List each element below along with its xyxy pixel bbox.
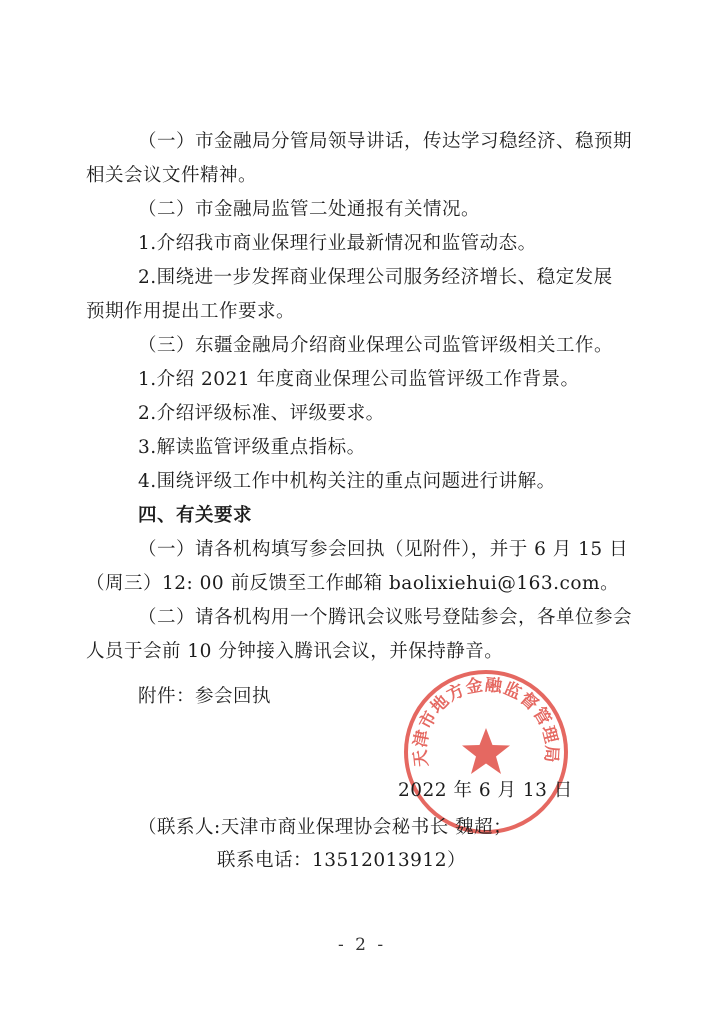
contact-phone: 联系电话：13512013912）: [217, 850, 466, 871]
paragraph-line: 预期作用提出工作要求。: [86, 301, 296, 322]
official-seal-icon: [402, 668, 570, 836]
paragraph-line: （二）市金融局监管二处通报有关情况。: [138, 199, 481, 220]
paragraph-line: 3.解读监管评级重点指标。: [138, 437, 366, 458]
paragraph-line: 人员于会前 10 分钟接入腾讯会议，并保持静音。: [86, 641, 504, 662]
paragraph-line: （一）市金融局分管局领导讲话，传达学习稳经济、稳预期: [138, 131, 633, 152]
attachment-note: 附件：参会回执: [138, 686, 272, 707]
paragraph-line: 1.介绍 2021 年度商业保理公司监管评级工作背景。: [138, 369, 580, 390]
page-number: - 2 -: [338, 935, 387, 955]
paragraph-line: （周三）12: 00 前反馈至工作邮箱 baolixiehui@163.com。: [86, 573, 620, 594]
paragraph-line: 1.介绍我市商业保理行业最新情况和监管动态。: [138, 233, 537, 254]
paragraph-line: （二）请各机构用一个腾讯会议账号登陆参会，各单位参会: [138, 607, 633, 628]
paragraph-line: 2.围绕进一步发挥商业保理公司服务经济增长、稳定发展: [138, 267, 613, 288]
paragraph-line: （一）请各机构填写参会回执（见附件），并于 6 月 15 日: [138, 539, 629, 560]
paragraph-line: 4.围绕评级工作中机构关注的重点问题进行讲解。: [138, 471, 556, 492]
paragraph-line: 2.介绍评级标准、评级要求。: [138, 403, 385, 424]
section-heading: 四、有关要求: [138, 505, 253, 526]
seal-text: 天津市地方金融监督管理局: [410, 675, 562, 768]
paragraph-line: 相关会议文件精神。: [86, 165, 258, 186]
paragraph-line: （三）东疆金融局介绍商业保理公司监管评级相关工作。: [138, 335, 614, 356]
contact-person: （联系人:天津市商业保理协会秘书长 魏超；: [138, 817, 513, 838]
document-date: 2022 年 6 月 13 日: [398, 780, 573, 801]
